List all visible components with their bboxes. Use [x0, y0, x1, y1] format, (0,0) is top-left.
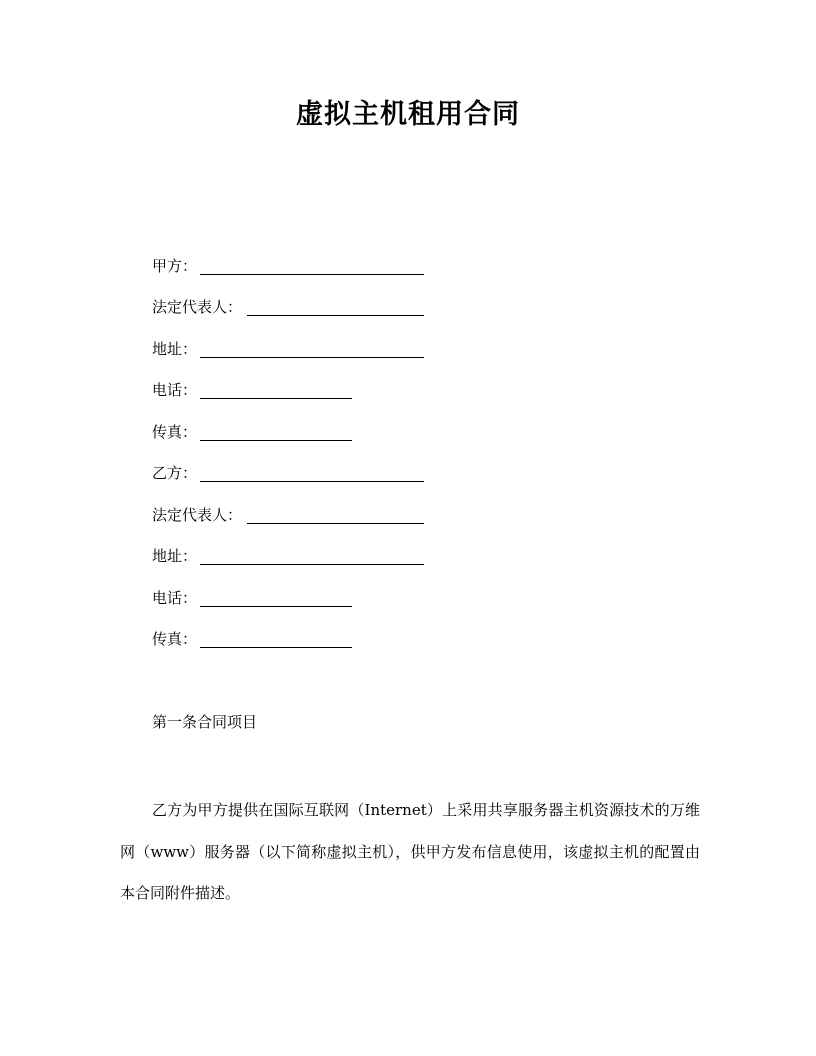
party-b-fax-label: 传真：	[152, 630, 198, 648]
party-a-name-field	[152, 255, 197, 277]
party-b-address-blank	[200, 564, 424, 565]
party-a-rep-blank	[247, 315, 424, 316]
party-a-fax-label: 传真：	[152, 423, 198, 441]
party-a-name-blank	[200, 274, 424, 275]
party-b-phone-label: 电话：	[152, 589, 198, 607]
document-title: 虚拟主机租用合同	[296, 99, 520, 130]
party-b-rep-blank	[247, 523, 424, 524]
party-b-address-field	[152, 545, 197, 567]
party-b-address-label: 地址：	[152, 547, 198, 565]
party-b-fax-blank	[200, 647, 352, 648]
party-a-name-label: 甲方：	[152, 257, 198, 275]
party-b-name-label: 乙方：	[152, 464, 198, 482]
party-a-phone-blank	[200, 398, 352, 399]
party-a-rep-label: 法定代表人：	[152, 298, 243, 316]
party-b-rep-label: 法定代表人：	[152, 506, 243, 524]
party-b-name-field	[152, 462, 197, 484]
party-b-rep-field	[152, 504, 242, 526]
party-a-address-label: 地址：	[152, 340, 198, 358]
party-a-address-field	[152, 338, 197, 360]
party-a-rep-field	[152, 296, 242, 318]
party-a-fax-blank	[200, 440, 352, 441]
article-1-heading: 第一条合同项目	[152, 713, 258, 731]
party-a-phone-label: 电话：	[152, 381, 198, 399]
party-a-fax-field	[152, 421, 197, 443]
party-a-address-blank	[200, 357, 424, 358]
article-1-body: 乙方为甲方提供在国际互联网（Internet）上采用共享服务器主机资源技术的万维网（www）服务器（以下简称虚拟主机），供甲方发布信息使用，该虚拟主机的配置由本合同附件描述。	[120, 801, 700, 902]
party-a-phone-field	[152, 379, 197, 401]
party-b-phone-field	[152, 587, 197, 609]
party-b-phone-blank	[200, 606, 352, 607]
party-b-fax-field	[152, 628, 197, 650]
party-b-name-blank	[200, 481, 424, 482]
